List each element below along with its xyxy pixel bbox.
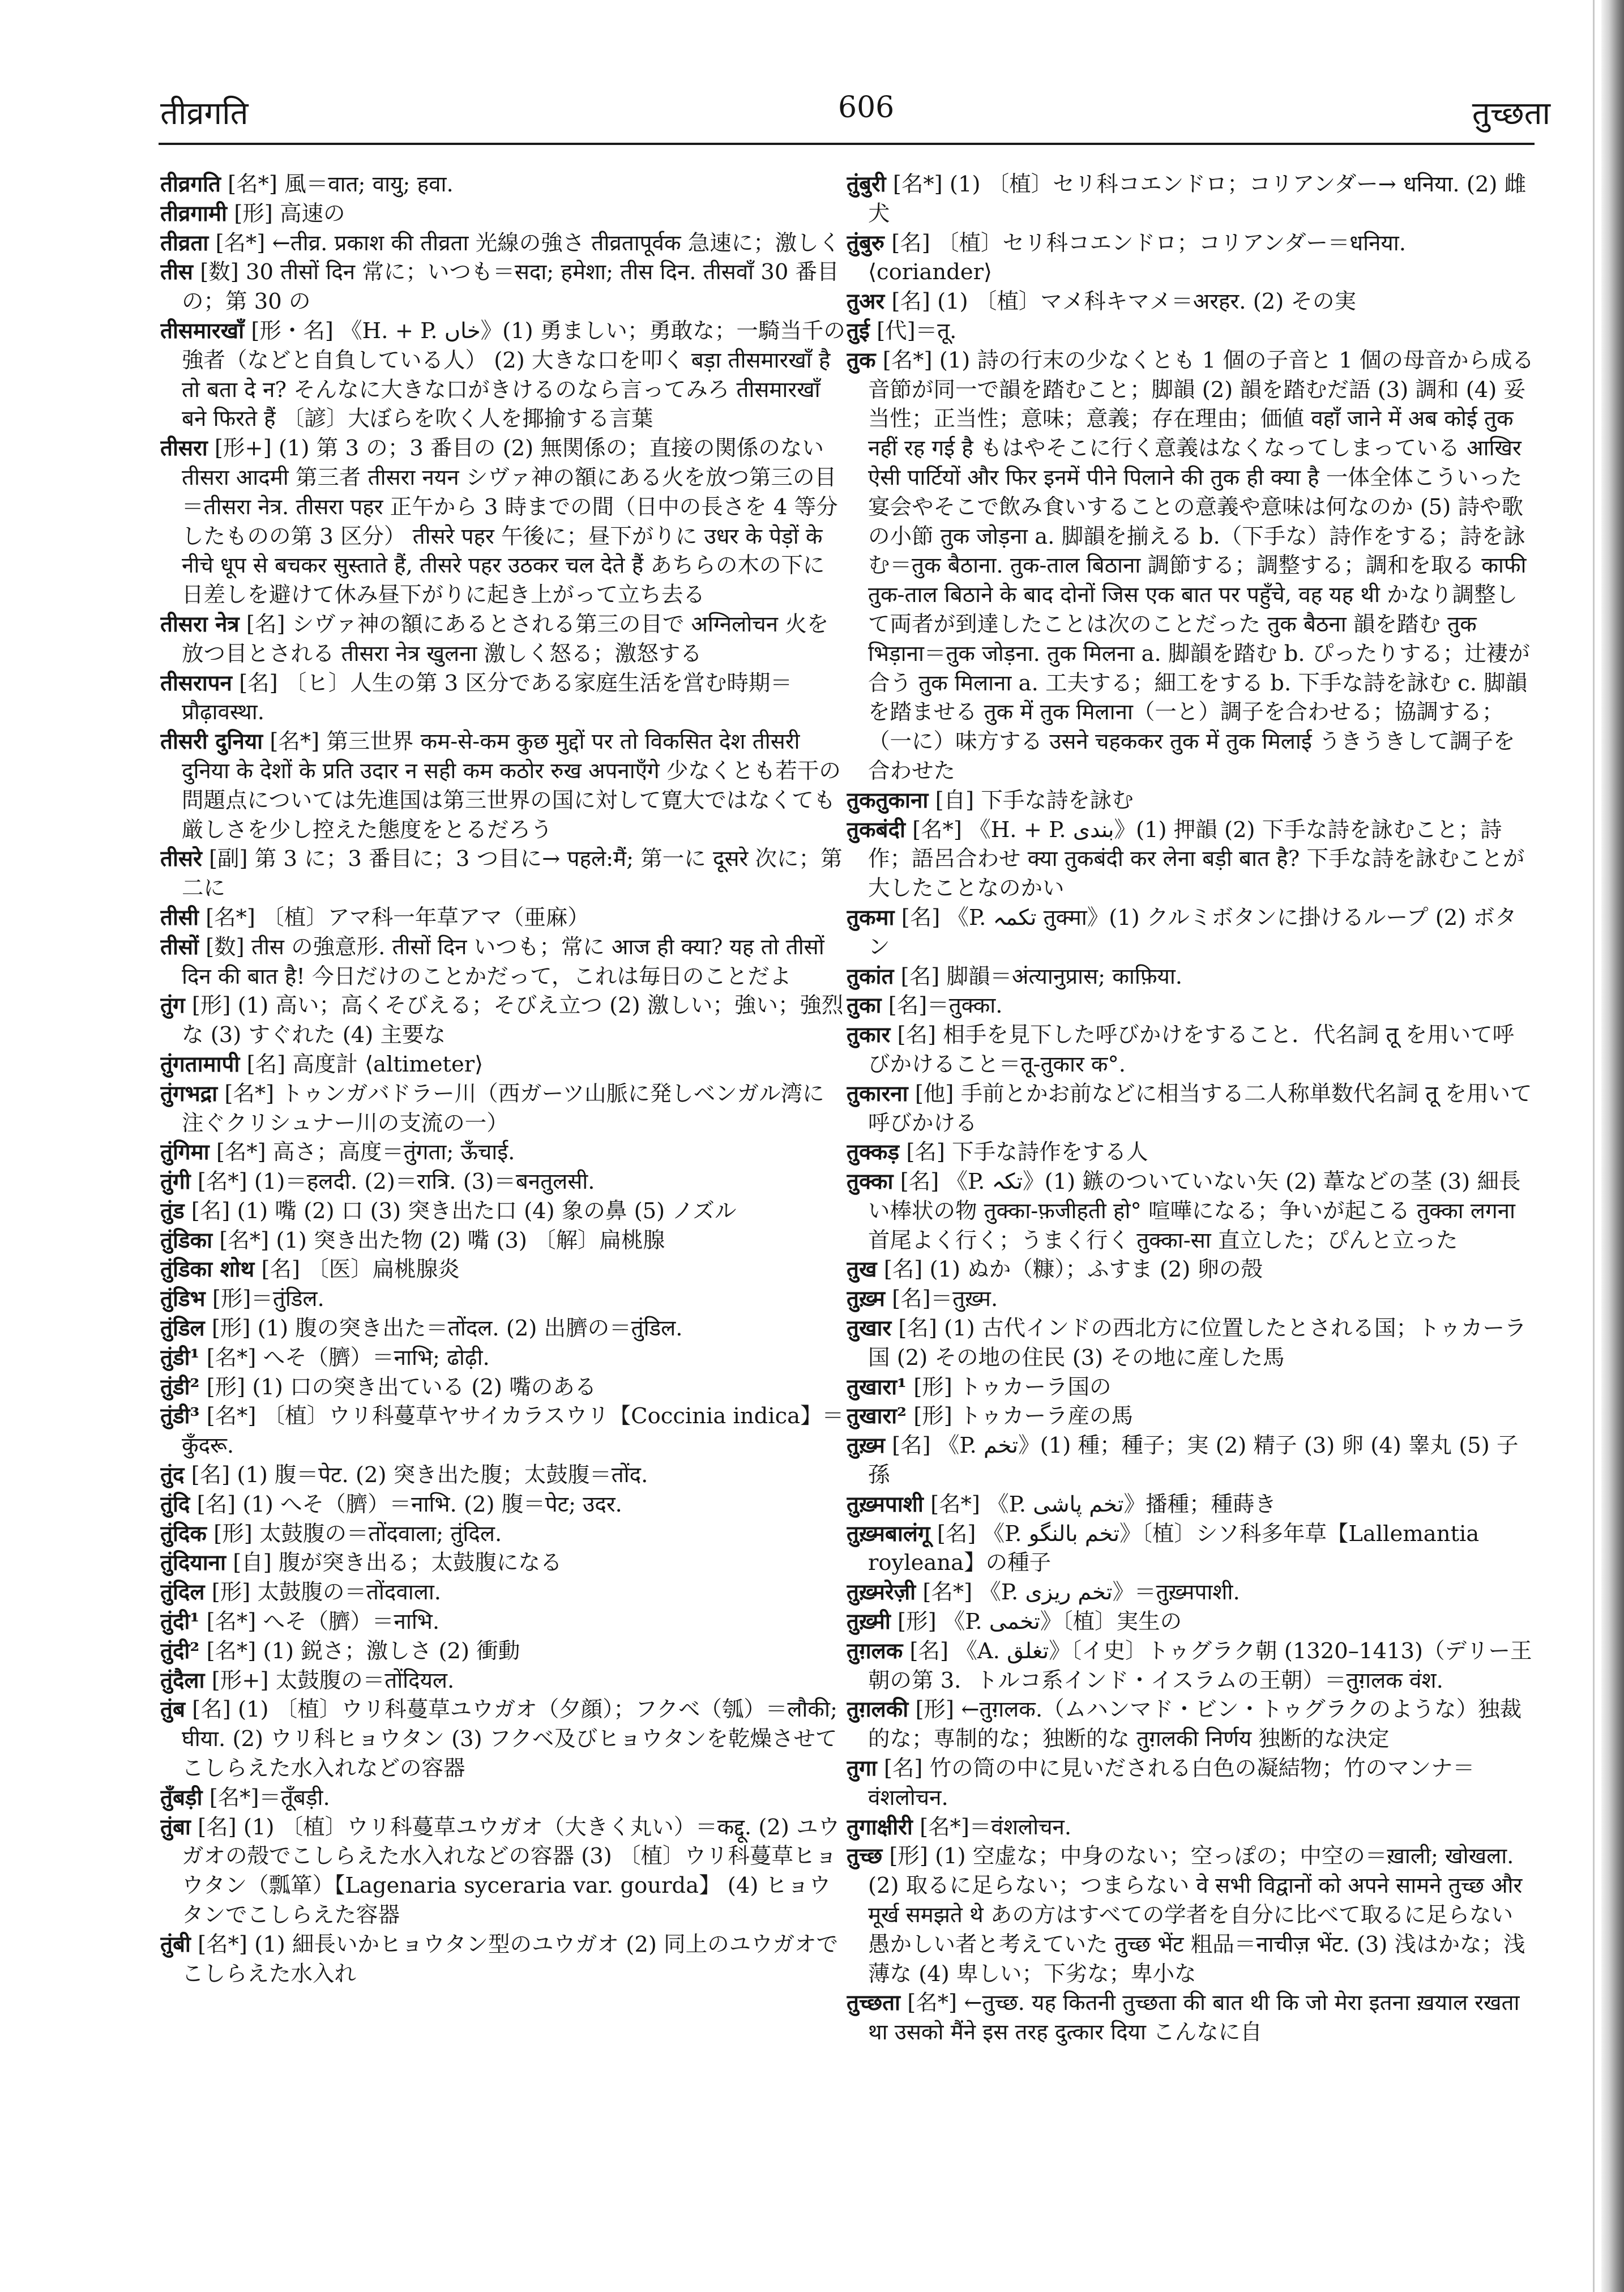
entry-definition: [他] 手前とかお前などに相当する二人称単数代名詞 तू を用いて呼びかける	[868, 1081, 1532, 1136]
dictionary-entry	[847, 346, 1535, 786]
entry-definition: [形] (1) 高い；高くそびえる；そびえ立つ (2) 激しい；強い；強烈な (3) すぐれた (4) 主要な	[182, 993, 844, 1048]
entry-headword: तुंडी²	[160, 1374, 200, 1400]
entry-headword: तुका	[847, 993, 882, 1019]
entry-headword: तीव्रता	[160, 230, 209, 256]
entry-headword: तुग़लकी	[847, 1697, 909, 1723]
entry-definition: [名*] へそ（臍）＝नाभि; ढोढ़ी.	[199, 1345, 490, 1371]
dictionary-entry	[847, 229, 1535, 288]
entry-definition: [名] 高度計 ⟨altimeter⟩	[240, 1051, 484, 1077]
entry-headword: तुँबड़ी	[160, 1785, 203, 1811]
dictionary-entry	[160, 1783, 845, 1813]
dictionary-entry	[160, 1607, 845, 1637]
dictionary-entry	[160, 170, 845, 199]
entry-headword: तीव्रगामी	[160, 200, 227, 227]
entry-headword: तुक्कड़	[847, 1139, 900, 1166]
dictionary-entry	[847, 816, 1535, 903]
entry-headword: तुच्छता	[847, 1990, 901, 2016]
dictionary-entry	[160, 669, 845, 728]
entry-headword: तुंगी	[160, 1169, 191, 1195]
running-head-right: तुच्छता	[1472, 95, 1550, 132]
dictionary-entry	[847, 1284, 1535, 1314]
entry-definition: [名*] (1) 〔植〕セリ科コエンドロ；コリアンダー→ धनिया. (2) 雌犬	[868, 172, 1527, 227]
entry-definition: [数] 30 तीसों दिन 常に；いつも＝सदा; हमेशा; तीस दिन. तीसवाँ 30 番目の；第 30 の	[182, 259, 839, 315]
dictionary-entry	[847, 1402, 1535, 1431]
dictionary-entry	[160, 1578, 845, 1607]
entry-definition: [名*] 《P. تخم پاشی》播種；種蒔き	[923, 1491, 1276, 1517]
entry-headword: तुख़्मपाशी	[847, 1491, 924, 1517]
entry-definition: [名*] (1)＝हलदी. (2)＝रात्रि. (3)＝बनतुलसी.	[190, 1169, 595, 1195]
entry-headword: तुखारा²	[847, 1403, 907, 1429]
entry-definition: [名*] 風＝वात; वायु; हवा.	[220, 172, 454, 197]
entry-definition: [形] 太鼓腹の＝तोंदवाला; तुंदिल.	[206, 1521, 502, 1547]
dictionary-entry	[160, 1284, 845, 1314]
entry-definition: [名*] トゥンガバドラー川（西ガーツ山脈に発しベンガル湾に注ぐクリシュナー川の支流の一）	[182, 1081, 824, 1136]
entry-definition: [形] ←तुग़लक.（ムハンマド・ビン・トゥグラクのような）独裁的な；専制的な；独断的な तुग़लकी निर्णय 独断的な決定	[868, 1697, 1522, 1752]
entry-definition: [名*]＝वंशलोचन.	[912, 1814, 1072, 1840]
entry-headword: तुंबी	[160, 1931, 191, 1957]
entry-definition: [形]＝तुंडिल.	[205, 1286, 324, 1312]
entry-definition: [名] (1) へそ（臍）＝नाभि. (2) 腹＝पेट; उदर.	[190, 1491, 622, 1517]
entry-headword: तुंगतामापी	[160, 1051, 240, 1077]
dictionary-entry	[847, 1813, 1535, 1842]
entry-headword: तुख	[847, 1257, 877, 1283]
entry-headword: तुंदैला	[160, 1667, 205, 1693]
entry-definition: [名] 《P. تکہ》(1) 鏃のついていない矢 (2) 葦などの茎 (3) 細長い棒状の物 तुक्का-फ़जीहती हो° 喧嘩になる；争いが起こる तुक्का लगना 首尾よく行く；うまく行く तुक्का-सा 直立した；ぴんと立った	[868, 1169, 1521, 1253]
entry-definition: [名*] 第三世界 कम-से-कम कुछ मुद्दों पर तो विकसित देश तीसरी दुनिया के देशों के प्रति उदार न सही कम कठोर रुख अपनाएँगे 少なくとも若干の問題点については先進国は第三世界の国に対して寛大ではなくても厳しさを少し控えた態度をとるだろう	[182, 729, 841, 843]
dictionary-entry	[847, 903, 1535, 962]
dictionary-entry	[160, 1490, 845, 1520]
dictionary-entry	[847, 1695, 1535, 1754]
entry-definition: [名] (1) 〔植〕ウリ科蔓草ユウガオ（大きく丸い）＝कद्दू. (2) ユウガオの殻でこしらえた水入れなどの容器 (3) 〔植〕ウリ科蔓草ヒョウタン（瓢箪）【Lagenaria syceraria var. gourda】 (4) ヒョウタンでこしらえた容器	[182, 1814, 840, 1928]
dictionary-entry	[847, 1373, 1535, 1402]
entry-definition: [名*] (1) 細長いかヒョウタン型のユウガオ (2) 同上のユウガオでこしらえた水入れ	[182, 1931, 839, 1987]
entry-headword: तीस	[160, 259, 193, 285]
entry-definition: [名] 竹の筒の中に見いだされる白色の凝結物；竹のマンナ＝वंशलोचन.	[868, 1756, 1475, 1811]
dictionary-entry	[160, 1167, 845, 1197]
entry-headword: तुंदिल	[160, 1580, 205, 1606]
entry-definition: [形] 太鼓腹の＝तोंदवाला.	[204, 1580, 442, 1606]
dictionary-entry	[160, 1637, 845, 1666]
entry-headword: तुकारना	[847, 1081, 908, 1107]
dictionary-entry	[160, 610, 845, 669]
entry-headword: तुंबुरी	[847, 172, 886, 197]
dictionary-entry	[160, 991, 845, 1050]
entry-headword: तीसी	[160, 904, 199, 931]
entry-headword: तुंदियाना	[160, 1550, 226, 1576]
entry-headword: तुंडिका शोथ	[160, 1257, 255, 1283]
entry-headword: तीसरा	[160, 436, 208, 462]
dictionary-entry	[847, 1167, 1535, 1255]
entry-headword: तुकबंदी	[847, 817, 905, 843]
dictionary-entry	[160, 317, 845, 434]
entry-headword: तुख़्मबालंगू	[847, 1521, 930, 1547]
dictionary-entry	[847, 1637, 1535, 1696]
entry-headword: तुंबा	[160, 1814, 191, 1840]
entry-definition: [名] (1) 腹＝पेट. (2) 突き出た腹；太鼓腹＝तोंद.	[184, 1462, 648, 1488]
entry-definition: [名*] (1) 詩の行末の少なくとも 1 個の子音と 1 個の母音から成る音節が同一で韻を踏むこと；脚韻 (2) 韻を踏むだ語 (3) 調和 (4) 妥当性；正当性；意味；意義；存在理由；価値 वहाँ जाने में अब कोई तुक नहीं रह गई है もはやそこに行く意義はなくなってしまっている आखिर ऐसी पार्टियों और फिर इनमें पीने पिलाने की तुक ही क्या है 一体全体こういった宴会やそこで飲み食いすることの意義や意味は何なのか (5) 詩や歌の小節 तुक जोड़ना a. 脚韻を揃える b.（下手な）詩作をする；詩を詠む＝तुक बैठाना. तुक-ताल बिठाना 調節する；調整する；調和を取る काफी तुक-ताल बिठाने के बाद दोनों जिस एक बात पर पहुँचे, वह यह थी かなり調整して両者が到達したことは次のことだった तुक बैठना 韻を踏む तुक भिड़ाना＝तुक जोड़ना. तुक मिलना a. 脚韻を踏む b. ぴったりする；辻褄が合う तुक मिलाना a. 工夫する；細工をする b. 下手な詩を詠む c. 脚韻を踏ませる तुक में तुक मिलाना（一と）調子を合わせる；協調する；（一に）味方する उसने चहककर तुक में तुक मिलाई うきうきして調子を合わせた	[868, 347, 1534, 784]
dictionary-entry	[160, 1930, 845, 1989]
dictionary-entry	[847, 1578, 1535, 1607]
entry-definition: [自] 下手な詩を詠む	[928, 787, 1134, 813]
header-rule	[159, 143, 1535, 145]
entry-definition: [形] トゥカーラ国の	[907, 1374, 1112, 1400]
dictionary-entry	[847, 1138, 1535, 1167]
entry-definition: [代]＝तू.	[869, 318, 957, 344]
entry-definition: [形] (1) 腹の突き出た＝तोंदल. (2) 出臍の＝तुंडिल.	[204, 1316, 683, 1342]
dictionary-entry	[160, 727, 845, 844]
entry-definition: [形] トゥカーラ産の馬	[907, 1403, 1134, 1429]
entry-headword: तुंडी³	[160, 1403, 200, 1429]
entry-headword: तुंडिल	[160, 1316, 205, 1342]
entry-headword: तुई	[847, 318, 870, 344]
dictionary-entry	[160, 933, 845, 992]
entry-headword: तुंद	[160, 1462, 185, 1488]
entry-headword: तुंदिक	[160, 1521, 207, 1547]
entry-headword: तुखारा¹	[847, 1374, 907, 1400]
dictionary-entry	[160, 199, 845, 229]
dictionary-entry	[160, 903, 845, 933]
dictionary-entry	[847, 287, 1535, 317]
entry-definition: [名*] (1) 鋭さ；激しさ (2) 衝動	[199, 1638, 520, 1664]
dictionary-entry	[160, 1461, 845, 1490]
entry-definition: [名] 《P. تخم》(1) 種；種子；実 (2) 精子 (3) 卵 (4) 睾丸 (5) 子孫	[868, 1433, 1519, 1488]
entry-definition: [名] (1) 〔植〕マメ科キマメ＝अरहर. (2) その実	[884, 289, 1357, 315]
entry-headword: तुंदी¹	[160, 1609, 200, 1635]
entry-headword: तुक	[847, 347, 876, 373]
entry-definition: [名] 《A. تغلق》〔イ史〕トゥグラク朝 (1320–1413)（デリー王朝の第 3．トルコ系インド・イスラムの王朝）＝तुग़लक वंश.	[868, 1638, 1532, 1693]
dictionary-entry	[160, 1548, 845, 1578]
entry-headword: तीसों	[160, 934, 199, 960]
entry-definition: [名*] 《H. + P. بندی》(1) 押韻 (2) 下手な詩を詠むこと；詩作；語呂合わせ क्या तुकबंदी कर लेना बड़ी बात है? 下手な詩を詠むことが大したことなのかい	[868, 817, 1525, 902]
entry-definition: [形] 高速の	[226, 200, 345, 227]
dictionary-entry	[847, 1021, 1535, 1079]
dictionary-entry	[160, 1255, 845, 1284]
dictionary-entry	[160, 1197, 845, 1226]
entry-headword: तुंगिमा	[160, 1139, 210, 1166]
dictionary-entry	[160, 1695, 845, 1783]
entry-definition: [形] 《P. تخمی》〔植〕実生の	[890, 1609, 1182, 1635]
entry-definition: [名] 相手を見下した呼びかけをすること．代名詞 तू を用いて呼びかけること＝तू-तुकार क°.	[868, 1022, 1515, 1077]
entry-definition: [形] (1) 空虚な；中身のない；空っぽの；中空の＝ख़ाली; खोखला. (2) 取るに足らない；つまらない वे सभी विद्वानों को अपने सामने तुच्छ और मूर्ख समझते थे あの方はすべての学者を自分に比べて取るに足らない愚かしい者と考えていた तुच्छ भेंट 粗品＝नाचीज़ भेंट. (3) 浅はかな；浅薄な (4) 卑しい；下劣な；卑小な	[868, 1843, 1525, 1987]
entry-headword: तुंडिका	[160, 1227, 213, 1253]
dictionary-entry	[160, 1050, 845, 1079]
dictionary-entry	[847, 1754, 1535, 1813]
entry-headword: तुख़्मी	[847, 1609, 891, 1635]
entry-definition: [名] 下手な詩作をする人	[899, 1139, 1148, 1166]
entry-headword: तुगाक्षीरी	[847, 1814, 913, 1840]
entry-headword: तुख़्म	[847, 1433, 885, 1459]
entry-definition: [名]＝तुख़्म.	[884, 1286, 998, 1312]
entry-headword: तुंडिभ	[160, 1286, 206, 1312]
dictionary-entry	[160, 1813, 845, 1930]
dictionary-entry	[160, 258, 845, 317]
entry-headword: तुंडी¹	[160, 1345, 200, 1371]
dictionary-entry	[847, 1988, 1535, 2047]
entry-headword: तुख़्मरेज़ी	[847, 1580, 916, 1606]
entry-definition: [名]＝तुक्का.	[881, 993, 1003, 1019]
dictionary-entry	[160, 1666, 845, 1696]
dictionary-entry	[847, 962, 1535, 992]
dictionary-entry	[847, 170, 1535, 229]
entry-headword: तुग़लक	[847, 1638, 903, 1664]
dictionary-entry	[160, 844, 845, 903]
entry-headword: तुंदी²	[160, 1638, 200, 1664]
entry-headword: तुक्का	[847, 1169, 894, 1195]
entry-definition: [名] (1) 古代インドの西北方に位置したとされる国；トゥカーラ国 (2) その地の住民 (3) その地に産した馬	[868, 1316, 1527, 1371]
entry-headword: तीसरा नेत्र	[160, 611, 240, 637]
entry-headword: तुकार	[847, 1022, 891, 1048]
entry-definition: [名] (1) 〔植〕ウリ科蔓草ユウガオ（夕顔）；フクベ（瓠）＝लौकी; घीया. (2) ウリ科ヒョウタン (3) フクベ及びヒョウタンを乾燥させてこしらえた水入れなどの容器	[182, 1697, 837, 1782]
entry-definition: [名] 《P. تکمہ तुक्मा》(1) クルミボタンに掛けるループ (2) ボタン	[868, 904, 1517, 960]
entry-headword: तीसरे	[160, 846, 202, 872]
entry-headword: तीसरी दुनिया	[160, 729, 263, 755]
entry-headword: तुअर	[847, 289, 885, 315]
dictionary-entry	[847, 1520, 1535, 1578]
entry-headword: तुंदि	[160, 1491, 190, 1517]
entry-definition: [名*] ←तुच्छ. यह कितनी तुच्छता की बात थी कि जो मेरा इतना ख़याल रखता था उसको मैंने इस तरह दुत्कार दिया こんなに自	[868, 1990, 1520, 2046]
entry-definition: [自] 腹が突き出る；太鼓腹になる	[226, 1550, 562, 1576]
entry-headword: तीव्रगति	[160, 172, 221, 197]
entry-definition: [名*] 〔植〕アマ科一年草アマ（亜麻）	[198, 904, 589, 931]
entry-headword: तुख़्म	[847, 1286, 885, 1312]
entry-headword: तुंगभद्रा	[160, 1081, 218, 1107]
dictionary-entry	[160, 229, 845, 258]
entry-definition: [名*] (1) 突き出た物 (2) 嘴 (3) 〔解〕扁桃腺	[212, 1227, 665, 1253]
entry-definition: [名*] へそ（臍）＝नाभि.	[199, 1609, 440, 1635]
dictionary-entry	[847, 1431, 1535, 1490]
page-number: 606	[838, 91, 895, 125]
dictionary-entry	[847, 317, 1535, 346]
entry-definition: [名] 《P. تخم بالنگو》〔植〕シソ科多年草【Lallemantia royleana】の種子	[868, 1521, 1480, 1576]
entry-definition: [数] तीस の強意形. तीसों दिन いつも；常に आज ही क्या? यह तो तीसों दिन की बात है! 今日だけのことかだって，これは毎日のことだよ	[182, 934, 824, 989]
entry-headword: तीसरापन	[160, 670, 232, 696]
right-column	[847, 170, 1535, 2277]
dictionary-entry	[847, 1842, 1535, 1988]
page-edge-shadow	[1601, 0, 1624, 2292]
dictionary-entry	[160, 1373, 845, 1402]
dictionary-entry	[847, 1607, 1535, 1637]
dictionary-entry	[160, 1314, 845, 1343]
dictionary-entry	[847, 1255, 1535, 1284]
dictionary-entry	[847, 1490, 1535, 1520]
entry-definition: [名*]＝तूँबड़ी.	[202, 1785, 330, 1811]
entry-headword: तुखार	[847, 1316, 892, 1342]
dictionary-entry	[160, 1226, 845, 1256]
entry-headword: तुंग	[160, 993, 185, 1019]
entry-definition: [名] 〔植〕セリ科コエンドロ；コリアンダー＝धनिया. ⟨coriander⟩	[868, 230, 1406, 285]
dictionary-entry	[847, 786, 1535, 816]
entry-definition: [名] 〔ヒ〕人生の第 3 区分である家庭生活を営む時期＝प्रौढ़ावस्था.	[182, 670, 792, 725]
running-head-left: तीव्रगति	[160, 95, 249, 132]
entry-definition: [名] シヴァ神の額にあるとされる第三の目で अग्निलोचन 火を放つ目とされる तीसरा नेत्र खुलना 激しく怒る；激怒する	[182, 611, 829, 667]
entry-headword: तुच्छ	[847, 1843, 883, 1870]
dictionary-entry	[160, 1138, 845, 1167]
entry-definition: [副] 第 3 に；3 番目に；3 つ目に→ पहले:मैं; 第一に दूसरे 次に；第二に	[182, 846, 843, 902]
dictionary-entry	[160, 1343, 845, 1373]
entry-definition: [形+] 太鼓腹の＝तोंदियल.	[204, 1667, 455, 1693]
entry-headword: तुंब	[160, 1697, 185, 1723]
entry-headword: तुंड	[160, 1198, 185, 1224]
entry-definition: [名] 〔医〕扁桃腺炎	[254, 1257, 460, 1283]
entry-headword: तुगा	[847, 1756, 877, 1782]
entry-definition: [形・名] 《H. + P. خاں》(1) 勇ましい；勇敢な；一騎当千の強者（などと自負している人） (2) 大きな口を叩く बड़ा तीसमारखाँ है तो बता दे न? そんなに大きな口がきけるのなら言ってみろ तीसमारखाँ बने फिरते हैं 〔諺〕大ぼらを吹く人を揶揄する言葉	[182, 318, 845, 432]
dictionary-entry	[847, 1079, 1535, 1138]
entry-headword: तीसमारखाँ	[160, 318, 245, 344]
entry-definition: [形+] (1) 第 3 の；3 番目の (2) 無関係の；直接の関係のない तीसरा आदमी 第三者 तीसरा नयन シヴァ神の額にある火を放つ第三の目＝तीसरा नेत्र. तीसरा पहर 正午から 3 時までの間（日中の長さを 4 等分したものの第 3 区分） तीसरे पहर 午後に；昼下がりに उधर के पेड़ों के नीचे धूप से बचकर सुस्ताते हैं, तीसरे पहर उठकर चल देते हैं あちらの木の下に日差しを避けて休み昼下がりに起き上がって立ち去る	[182, 436, 838, 608]
dictionary-entry	[847, 991, 1535, 1021]
entry-headword: तुकतुकाना	[847, 787, 929, 813]
entry-definition: [名*] 《P. تخم ریزی》＝तुख़्मपाशी.	[916, 1580, 1240, 1606]
entry-definition: [名] 脚韻＝अंत्यानुप्रास; काफ़िया.	[894, 963, 1183, 989]
dictionary-entry	[160, 1079, 845, 1138]
left-column	[160, 170, 845, 2277]
entry-definition: [名] (1) ぬか（糠）；ふすま (2) 卵の殻	[877, 1257, 1263, 1283]
entry-headword: तुकांत	[847, 963, 894, 989]
entry-definition: [名*] 高さ；高度＝तुंगता; ऊँचाई.	[209, 1139, 515, 1166]
entry-headword: तुकमा	[847, 904, 895, 931]
entry-definition: [名] (1) 嘴 (2) 口 (3) 突き出た口 (4) 象の鼻 (5) ノズル	[184, 1198, 737, 1224]
dictionary-entry	[160, 434, 845, 610]
dictionary-entry	[160, 1402, 845, 1461]
entry-definition: [名*] ←तीव्र. प्रकाश की तीव्रता 光線の強さ तीव्रतापूर्वक 急速に；激しく	[208, 230, 841, 256]
entry-definition: [名*] 〔植〕ウリ科蔓草ヤサイカラスウリ【Coccinia indica】＝कुँदरू.	[182, 1403, 844, 1459]
dictionary-entry	[847, 1314, 1535, 1373]
entry-definition: [形] (1) 口の突き出ている (2) 嘴のある	[199, 1374, 597, 1400]
entry-headword: तुंबुरु	[847, 230, 884, 256]
dictionary-entry	[160, 1520, 845, 1549]
page-fold-line	[1593, 0, 1595, 2292]
